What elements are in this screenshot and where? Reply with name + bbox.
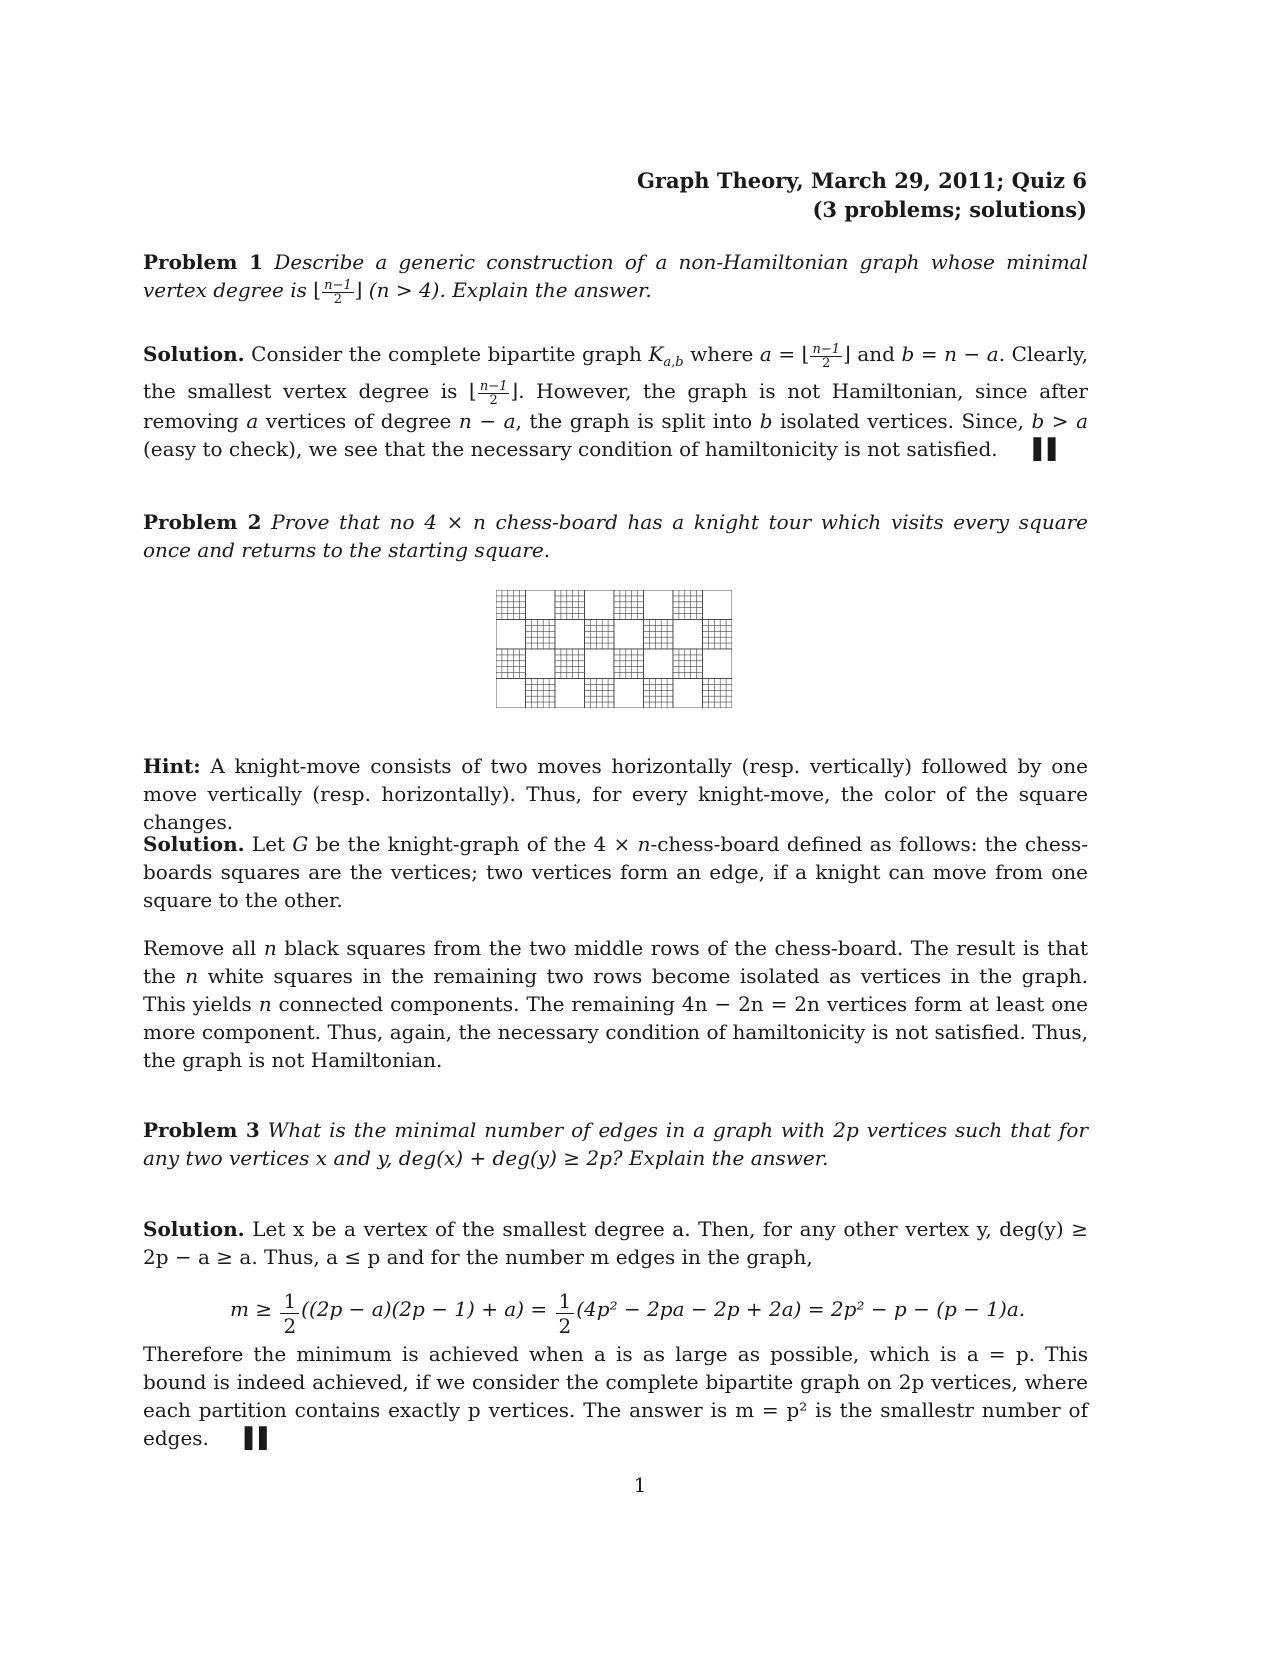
solution-1-math: b > a bbox=[1031, 408, 1089, 433]
solution-1-text: Consider the complete bipartite graph bbox=[251, 342, 649, 366]
board-square bbox=[585, 590, 615, 620]
solution-1-math: n − a bbox=[458, 408, 516, 433]
conclusion bbox=[143, 1340, 1088, 1452]
problem-1-text-a: Describe a generic construction of a non-Hamiltonian graph whose minimal vertex degree is bbox=[143, 250, 1088, 302]
board-square bbox=[703, 590, 733, 620]
problem-3 bbox=[143, 1116, 1088, 1172]
board-square bbox=[644, 590, 674, 620]
solution-1-math: a bbox=[246, 408, 259, 433]
paragraph-math: n bbox=[263, 936, 277, 960]
solution-1-text: = bbox=[771, 342, 802, 366]
problem-1-text-b: (n > 4). Explain the answer. bbox=[362, 278, 652, 302]
board-square bbox=[496, 620, 526, 650]
floor-fraction: $\frac{n-1}{2}$ bbox=[479, 378, 508, 408]
board-square bbox=[585, 649, 615, 679]
solution-1-math: a,b bbox=[663, 355, 684, 370]
paragraph-text: white squares in the remaining two rows become isolated as vertices in the graph. This yields bbox=[143, 964, 1088, 1016]
display-equation bbox=[230, 1265, 1030, 1338]
board-square bbox=[703, 679, 733, 709]
solution-1: Solution. Consider the complete bipartite graph $K_{a,b}$ where a = ⌊ $\frac{n-1}{2}$ ⌋ and b = n − a. Clearly, the smallest vertex degree is ⌊ $\frac{n-1}{2}$ ⌋. However, the graph is not Hamiltonian, since after removing a vertices of degree n − a, the graph is split into b isolated vertices. Since, b > a (easy to check), we see that the necessary condition of hamiltonicity is not satisfied. ▌▌ bbox=[143, 341, 1089, 461]
problem-2-text: Prove that no 4 × n chess-board has a knight tour which visits every square once and returns to the starting square. bbox=[143, 510, 1089, 562]
board-square bbox=[555, 590, 585, 620]
qed-icon: ▌▌ bbox=[244, 1426, 274, 1450]
solution-1-text: and bbox=[850, 342, 902, 366]
solution-1-text: where bbox=[683, 342, 760, 366]
board-square bbox=[555, 679, 585, 709]
board-square bbox=[526, 620, 556, 650]
solution-1-math: a bbox=[759, 342, 772, 366]
floor-fraction: $\frac{n-1}{2}$ bbox=[324, 277, 352, 307]
solution-1-text: , the graph is split into bbox=[515, 408, 760, 433]
board-square bbox=[703, 620, 733, 650]
chess-board-figure bbox=[496, 590, 732, 708]
board-square bbox=[526, 649, 556, 679]
board-square bbox=[555, 649, 585, 679]
solution-1-text: . Clearly, the smallest vertex degree is bbox=[143, 342, 1089, 403]
paragraph-math: n bbox=[258, 992, 272, 1016]
board-square bbox=[614, 620, 644, 650]
board-square bbox=[703, 649, 733, 679]
problem-1: Problem 1 Describe a generic construction of a non-Hamiltonian graph whose minimal vertex degree is ⌊ $\frac{n-1}{2}$ ⌋ (n > 4). Explain the answer. bbox=[143, 250, 1088, 307]
equation-lhs: m ≥ bbox=[230, 1297, 279, 1321]
board-square bbox=[555, 620, 585, 650]
paragraph-text: connected components. The remaining 4n − 2n = 2n vertices form at least one more component. Thus, again, the necessary condition of hamiltonicity is not satisfied. Thus, the graph is not Hamiltonian. bbox=[143, 992, 1088, 1072]
board-square bbox=[644, 649, 674, 679]
solution-1-label: Solution. bbox=[143, 342, 245, 366]
board-square bbox=[644, 679, 674, 709]
hint-label: Hint: bbox=[143, 754, 201, 778]
problem-2-label: Problem 2 bbox=[143, 510, 262, 534]
board-square bbox=[526, 590, 556, 620]
problem-3-text: What is the minimal number of edges in a graph with 2p vertices such that for any two vertices x and y, deg(x) + deg(y) ≥ 2p? Explain the answer. bbox=[143, 1118, 1089, 1170]
solution-2-math: G bbox=[292, 832, 309, 856]
board-square bbox=[644, 620, 674, 650]
solution-1-math: b = n − a bbox=[901, 342, 999, 366]
solution-2-text: -chess-board defined as follows: the chess-boards squares are the vertices; two vertices form an edge, if a knight can move from one square to the other. bbox=[143, 832, 1089, 912]
solution-2-math: n bbox=[637, 832, 651, 856]
solution-1-text: . However, the graph is not Hamiltonian, since after removing bbox=[143, 379, 1088, 433]
solution-2-text: Let bbox=[251, 832, 293, 856]
half-fraction: $\frac{1}{2}$ bbox=[280, 1289, 299, 1338]
solution-3-label: Solution. bbox=[143, 1217, 245, 1241]
board-square bbox=[496, 679, 526, 709]
solution-1-math: K bbox=[648, 342, 664, 366]
problem-1-label: Problem 1 bbox=[143, 250, 264, 274]
solution-1-math: b bbox=[759, 408, 773, 433]
solution-3-text: Let x be a vertex of the smallest degree a. Then, for any other vertex y, deg(y) ≥ 2p − a ≥ a. Thus, a ≤ p and for the number m edges in the graph, bbox=[143, 1217, 1088, 1269]
conclusion-text: Therefore the minimum is achieved when a is as large as possible, which is a = p. This bound is indeed achieved, if we consider the complete bipartite graph on 2p vertices, where each partition contains exactly p vertices. The answer is m = p² is the smallestr number of edges. bbox=[143, 1342, 1088, 1450]
board-square bbox=[585, 679, 615, 709]
board-square bbox=[614, 590, 644, 620]
board-square bbox=[673, 620, 703, 650]
solution-2-paragraph bbox=[143, 934, 1088, 1074]
board-square bbox=[673, 679, 703, 709]
paragraph-text: Remove all bbox=[143, 936, 264, 960]
solution-2-text: be the knight-graph of the 4 × bbox=[308, 832, 638, 856]
page-number: 1 bbox=[633, 1473, 647, 1497]
board-square bbox=[496, 649, 526, 679]
solution-3 bbox=[143, 1215, 1088, 1271]
qed-icon: ▌▌ bbox=[1033, 436, 1063, 461]
quiz-header bbox=[637, 166, 1087, 224]
board-square bbox=[496, 590, 526, 620]
header-title: Graph Theory, March 29, 2011; Quiz 6 bbox=[636, 168, 1087, 193]
paragraph-text: black squares from the two middle rows of the chess-board. The result is that the bbox=[143, 936, 1088, 988]
board-square bbox=[614, 679, 644, 709]
board-square bbox=[673, 649, 703, 679]
solution-1-text: vertices of degree bbox=[258, 408, 459, 433]
paragraph-math: n bbox=[185, 964, 199, 988]
problem-2 bbox=[143, 508, 1088, 564]
chess-board-grid bbox=[496, 590, 732, 708]
board-square bbox=[614, 649, 644, 679]
solution-1-text: isolated vertices. Since, bbox=[772, 408, 1032, 433]
header-subtitle: (3 problems; solutions) bbox=[812, 197, 1087, 222]
problem-3-label: Problem 3 bbox=[143, 1118, 260, 1142]
solution-2-label: Solution. bbox=[143, 832, 245, 856]
solution-2 bbox=[143, 830, 1088, 914]
half-fraction: $\frac{1}{2}$ bbox=[556, 1289, 575, 1338]
hint bbox=[143, 752, 1088, 836]
solution-1-text: (easy to check), we see that the necessary condition of hamiltonicity is not satisfied. bbox=[143, 436, 998, 461]
floor-fraction: $\frac{n-1}{2}$ bbox=[812, 341, 841, 371]
equation-mid: ((2p − a)(2p − 1) + a) = bbox=[301, 1297, 554, 1321]
equation-rhs: (4p² − 2pa − 2p + 2a) = 2p² − p − (p − 1)a. bbox=[576, 1297, 1026, 1321]
hint-text: A knight-move consists of two moves horizontally (resp. vertically) followed by one move vertically (resp. horizontally). Thus, for every knight-move, the color of the square changes. bbox=[143, 754, 1088, 834]
board-square bbox=[673, 590, 703, 620]
board-square bbox=[526, 679, 556, 709]
board-square bbox=[585, 620, 615, 650]
